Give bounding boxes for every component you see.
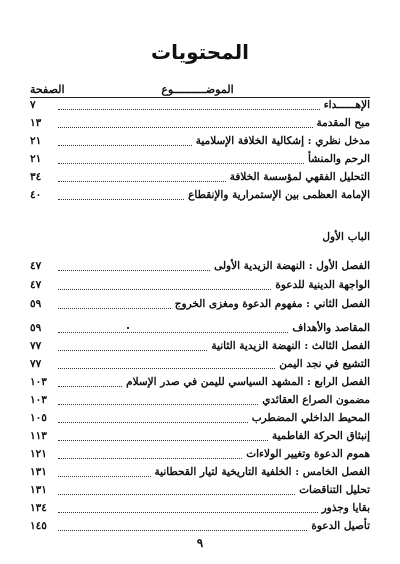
dot-leader: [58, 262, 210, 271]
toc-entry-title: التحليل الفقهي لمؤسسة الخلافة: [229, 171, 370, 183]
toc-entry-page: ٤٧: [30, 279, 42, 291]
dot-leader: [58, 396, 258, 405]
section-label: الباب الأول: [322, 231, 370, 243]
dot-leader: [58, 360, 275, 369]
toc-entry-page: ١٣١: [30, 484, 47, 496]
page-title: المحتويات: [150, 40, 249, 64]
page-number: ٩: [196, 536, 204, 550]
toc-entry-title: الفصل الثاني : مفهوم الدعوة ومغزى الخروج: [174, 298, 370, 310]
toc-entry-page: ١٣١: [30, 466, 47, 478]
toc-entry-page: ١٢١: [30, 448, 47, 460]
toc-entry-page: ٧: [30, 99, 36, 111]
toc-entry-title: الواجهة الدينية للدعوة: [275, 279, 370, 291]
toc-entry: [30, 97, 370, 113]
toc-entry: [30, 446, 370, 462]
toc-entry: [30, 500, 370, 516]
toc-entry-page: ٧٧: [30, 340, 42, 352]
dot-leader: [58, 432, 268, 441]
dot-leader: [58, 522, 307, 531]
toc-entry-page: ٥٩: [30, 298, 42, 310]
dot-leader: [58, 137, 192, 146]
toc-entry-page: ١٠٥: [30, 412, 47, 424]
toc-entry: [30, 151, 370, 167]
subject-column-header: الموضــــــــــوع: [161, 83, 234, 96]
toc-entry: [30, 392, 370, 408]
dot-leader: [58, 300, 171, 309]
toc-entry: [30, 428, 370, 444]
toc-entry: [30, 133, 370, 149]
dot-leader: [58, 414, 248, 423]
scan-speck: [127, 327, 129, 329]
dot-leader: [58, 468, 151, 477]
toc-entry: [30, 356, 370, 372]
toc-entry-title: الإمامة العظمى بين الإستمرارية والإنقطاع: [188, 189, 370, 201]
toc-entry-title: مبح المقدمة: [316, 117, 370, 129]
toc-entry-page: ١١٣: [30, 430, 47, 442]
toc-entry-title: إنبثاق الحركة الفاطمية: [271, 430, 370, 442]
toc-entry-page: ٥٩: [30, 322, 42, 334]
toc-entry-page: ٤٠: [30, 189, 42, 201]
toc-entry: [30, 115, 370, 131]
toc-entry-title: مضمون الصراع العقائدي: [262, 394, 370, 406]
dot-leader: [58, 504, 318, 513]
toc-entry-title: بقايا وجذور: [321, 502, 370, 514]
dot-leader: [58, 155, 304, 164]
toc-entry: [30, 258, 370, 274]
toc-entry-title: هموم الدعوة وتغيير الولاءات: [246, 448, 370, 460]
toc-entry-page: ٢١: [30, 153, 42, 165]
dot-leader: [58, 324, 288, 333]
toc-entry: [30, 320, 370, 336]
toc-entry: [30, 518, 370, 534]
toc-entry-title: تحليل التناقضات: [299, 484, 370, 496]
dot-leader: [58, 450, 242, 459]
toc-entry-title: المحيط الداخلي المضطرب: [251, 412, 370, 424]
toc-entry: [30, 277, 370, 293]
toc-entry-page: ١٠٣: [30, 376, 47, 388]
toc-entry: [30, 464, 370, 480]
toc-entry: [30, 296, 370, 312]
toc-entry-page: ٧٧: [30, 358, 42, 370]
toc-entry-page: ١٣٤: [30, 502, 47, 514]
toc-entry-page: ١٠٣: [30, 394, 47, 406]
toc-entry-page: ١٣: [30, 117, 42, 129]
toc-entry-title: تأصيل الدعوة: [311, 520, 370, 532]
dot-leader: [58, 101, 320, 110]
toc-entry-page: ٢١: [30, 135, 42, 147]
dot-leader: [58, 486, 295, 495]
toc-entry-title: الرحم والمنشأ: [307, 153, 370, 165]
dot-leader: [58, 173, 226, 182]
toc-entry: [30, 169, 370, 185]
toc-entry: [30, 187, 370, 203]
toc-entry-title: الإهــــــداء: [323, 99, 370, 111]
dot-leader: [58, 342, 207, 351]
dot-leader: [58, 281, 271, 290]
page-column-header: الصفحة: [30, 83, 65, 96]
dot-leader: [58, 378, 122, 387]
toc-entry-page: ١٤٥: [30, 520, 47, 532]
toc-entry: [30, 338, 370, 354]
toc-entry: [30, 482, 370, 498]
toc-entry-title: الفصل الرابع : المشهد السياسي لليمن في صدر الإسلام: [126, 376, 370, 388]
toc-entry: [30, 374, 370, 390]
toc-entry-title: المقاصد والأهداف: [292, 322, 370, 334]
toc-entry: [30, 410, 370, 426]
dot-leader: [58, 119, 313, 128]
toc-entry-page: ٣٤: [30, 171, 42, 183]
toc-entry-title: مدخل نظري : إشكالية الخلافة الإسلامية: [195, 135, 370, 147]
toc-entry-title: الفصل الخامس : الخلفية التاريخية لتيار القحطانية: [154, 466, 370, 478]
toc-entry-title: الفصل الأول : النهضة الزيدية الأولى: [214, 260, 370, 272]
toc-entry-title: التشيع في نجد اليمن: [279, 358, 370, 370]
toc-entry-page: ٤٧: [30, 260, 42, 272]
toc-entry-title: الفصل الثالث : النهضة الزيدية الثانية: [211, 340, 370, 352]
dot-leader: [58, 191, 184, 200]
